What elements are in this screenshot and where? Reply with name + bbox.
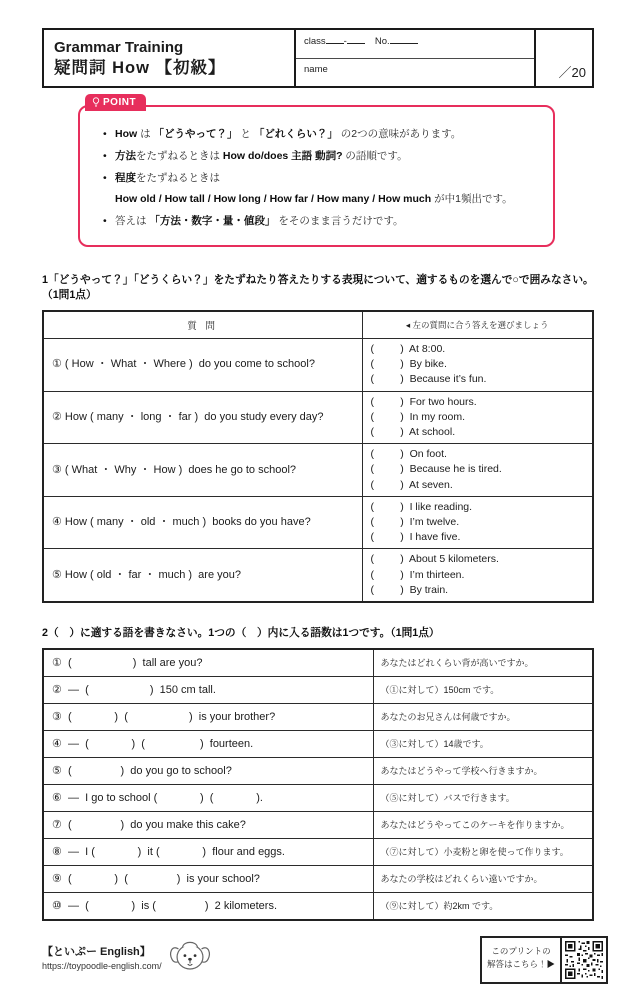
- table1-header-row: [43, 311, 593, 339]
- question-answer-table: [42, 310, 594, 603]
- section2-title: 2（ ）に適する語を書きなさい。1つの（ ）内に入る語数は1つです。（1問1点）: [42, 627, 440, 640]
- table-row: [43, 704, 593, 731]
- point-bold-text: How: [115, 128, 138, 140]
- point-text: の語順です。: [342, 149, 408, 162]
- worksheet-title-cell: [44, 30, 294, 86]
- point-text: は: [137, 128, 154, 140]
- english-sentence-cell: ⑥ — I go to school ( ) ( ).: [43, 785, 373, 812]
- english-sentence-cell: ⑩ — ( ) is ( ) 2 kilometers.: [43, 893, 373, 921]
- answer-option: ( ) On foot.: [370, 448, 447, 461]
- point-text: をたずねるときは: [136, 149, 223, 162]
- table-row: [43, 391, 593, 444]
- answer-option: ( ) Because it’s fun.: [370, 373, 487, 386]
- table-row: [43, 677, 593, 704]
- japanese-hint-cell: （⑤に対して）バスで行きます。: [373, 785, 593, 812]
- answer-option: ( ) I like reading.: [370, 500, 473, 513]
- english-sentence-cell: ④ — ( ) ( ) fourteen.: [43, 731, 373, 758]
- answer-options-cell: [362, 338, 593, 391]
- point-text: が中1頻出です。: [431, 193, 513, 206]
- table1-body: [43, 338, 593, 602]
- toy-poodle-icon: [166, 936, 214, 978]
- answer-option: ( ) At seven.: [370, 478, 453, 491]
- answer-options-cell: [362, 391, 593, 444]
- point-bold-text: 「どうやって？」: [153, 128, 238, 140]
- brand-block: [42, 936, 214, 978]
- japanese-hint-cell: （①に対して）150cm です。: [373, 677, 593, 704]
- answer-option: ( ) For two hours.: [370, 395, 477, 408]
- header-box: [42, 28, 594, 88]
- fill-in-blank-table: [42, 648, 594, 921]
- student-id-cell: [294, 30, 534, 86]
- point-bullet: [102, 170, 541, 187]
- table-row: [43, 649, 593, 677]
- table-row: [43, 758, 593, 785]
- question-cell: ⑤ How ( old ・ far ・ much ) are you?: [43, 549, 362, 602]
- point-bullet: [102, 191, 541, 208]
- point-bullet: [102, 213, 541, 230]
- class-blank2: [347, 35, 365, 44]
- table-row: [43, 549, 593, 602]
- japanese-hint-cell: （⑦に対して）小麦粉と卵を使って作ります。: [373, 839, 593, 866]
- question-cell: ④ How ( many ・ old ・ much ) books do you have?: [43, 496, 362, 549]
- point-bold-text: 程度: [115, 171, 136, 184]
- question-cell: ③ ( What ・ Why ・ How ) does he go to school?: [43, 444, 362, 497]
- column-header-answer: ◂ 左の質問に合う答えを選びましょう: [362, 311, 593, 339]
- class-label: class: [304, 36, 326, 47]
- qr-code: [565, 941, 603, 979]
- class-hyphen: -: [343, 36, 347, 47]
- answer-options-cell: [362, 444, 593, 497]
- no-blank: [390, 35, 418, 44]
- answer-option: ( ) In my room.: [370, 410, 466, 423]
- point-bold-text: How do/does 主語 動詞?: [222, 149, 343, 162]
- answer-link-box: [480, 936, 608, 984]
- question-cell: ② How ( many ・ long ・ far ) do you study every day?: [43, 391, 362, 444]
- table2-body: [43, 649, 593, 920]
- name-label: name: [304, 63, 328, 75]
- title-english: Grammar Training: [54, 38, 184, 56]
- point-box: [78, 105, 555, 247]
- table-row: [43, 338, 593, 391]
- table-row: [43, 893, 593, 921]
- footer: [42, 936, 594, 984]
- english-sentence-cell: ⑧ — I ( ) it ( ) flour and eggs.: [43, 839, 373, 866]
- answer-option: ( ) By train.: [370, 583, 449, 596]
- english-sentence-cell: ① ( ) tall are you?: [43, 649, 373, 677]
- japanese-hint-cell: あなたはどれくらい背が高いですか。: [373, 649, 593, 677]
- answer-options-cell: [362, 549, 593, 602]
- class-number-row: [296, 30, 534, 59]
- qr-cell: [560, 938, 606, 982]
- point-bullet: [102, 126, 541, 143]
- japanese-hint-cell: あなたのお兄さんは何歳ですか。: [373, 704, 593, 731]
- japanese-hint-cell: あなたはどうやって学校へ行きますか。: [373, 758, 593, 785]
- answer-option: ( ) I have five.: [370, 531, 461, 544]
- answer-note: [482, 938, 560, 982]
- brand-name: 【といぷー English】: [42, 946, 151, 959]
- english-sentence-cell: ③ ( ) ( ) is your brother?: [43, 704, 373, 731]
- point-badge: [85, 94, 146, 111]
- point-bold-text: 方法: [115, 149, 136, 162]
- table-row: [43, 866, 593, 893]
- name-row: [296, 59, 534, 87]
- answer-note-line1: このプリントの: [491, 946, 551, 957]
- score-denominator: ／20: [558, 65, 586, 80]
- table-row: [43, 812, 593, 839]
- brand-text-block: [42, 943, 162, 971]
- class-blank: [326, 35, 344, 44]
- point-text: をそのまま言うだけです。: [275, 215, 404, 228]
- question-cell: ① ( How ・ What ・ Where ) do you come to school?: [43, 338, 362, 391]
- score-cell: [534, 30, 592, 86]
- answer-option: ( ) About 5 kilometers.: [370, 553, 499, 566]
- answer-option: ( ) At 8:00.: [370, 342, 446, 355]
- point-text: と: [237, 128, 254, 140]
- column-header-question: 質 問: [43, 311, 362, 339]
- table1-head: [43, 311, 593, 339]
- table-row: [43, 731, 593, 758]
- japanese-hint-cell: あなたの学校はどれくらい遠いですか。: [373, 866, 593, 893]
- point-bold-text: 「方法・数字・量・値段」: [149, 215, 276, 228]
- point-bullet: [102, 148, 541, 165]
- point-badge-label: POINT: [103, 97, 137, 108]
- answer-note-line2: 解答はこちら！▶: [486, 959, 555, 970]
- english-sentence-cell: ⑨ ( ) ( ) is your school?: [43, 866, 373, 893]
- title-japanese: 疑問詞 How 【初級】: [54, 58, 226, 77]
- point-bold-text: 「どれくらい？」: [253, 128, 338, 140]
- answer-option: ( ) At school.: [370, 426, 456, 438]
- answer-option: ( ) Because he is tired.: [370, 463, 502, 476]
- point-text: の2つの意味があります。: [337, 128, 462, 140]
- point-bold-text: How old / How tall / How long / How far / How many / How much: [115, 193, 432, 206]
- answer-option: ( ) By bike.: [370, 358, 447, 371]
- brand-url: https://toypoodle-english.com/: [42, 961, 162, 972]
- point-text: 答えは: [115, 215, 150, 228]
- point-section: [78, 97, 555, 247]
- no-label: No.: [374, 36, 390, 47]
- table-row: [43, 785, 593, 812]
- answer-option: ( ) I’m twelve.: [370, 516, 460, 529]
- section1-title: 1「どうやって？」「どうくらい？」をたずねたり答えたりする表現について、適するものを選んで○で囲みなさい。（1問1点）: [42, 273, 594, 301]
- lightbulb-icon: [92, 97, 100, 108]
- english-sentence-cell: ⑤ ( ) do you go to school?: [43, 758, 373, 785]
- table-row: [43, 496, 593, 549]
- english-sentence-cell: ⑦ ( ) do you make this cake?: [43, 812, 373, 839]
- answer-option: ( ) I’m thirteen.: [370, 568, 465, 581]
- japanese-hint-cell: （⑨に対して）約2km です。: [373, 893, 593, 921]
- japanese-hint-cell: あなたはどうやってこのケーキを作りますか。: [373, 812, 593, 839]
- english-sentence-cell: ② — ( ) 150 cm tall.: [43, 677, 373, 704]
- japanese-hint-cell: （③に対して）14歳です。: [373, 731, 593, 758]
- point-text: をたずねるときは: [136, 171, 220, 184]
- point-bullets: [102, 126, 541, 230]
- answer-options-cell: [362, 496, 593, 549]
- table-row: [43, 444, 593, 497]
- table-row: [43, 839, 593, 866]
